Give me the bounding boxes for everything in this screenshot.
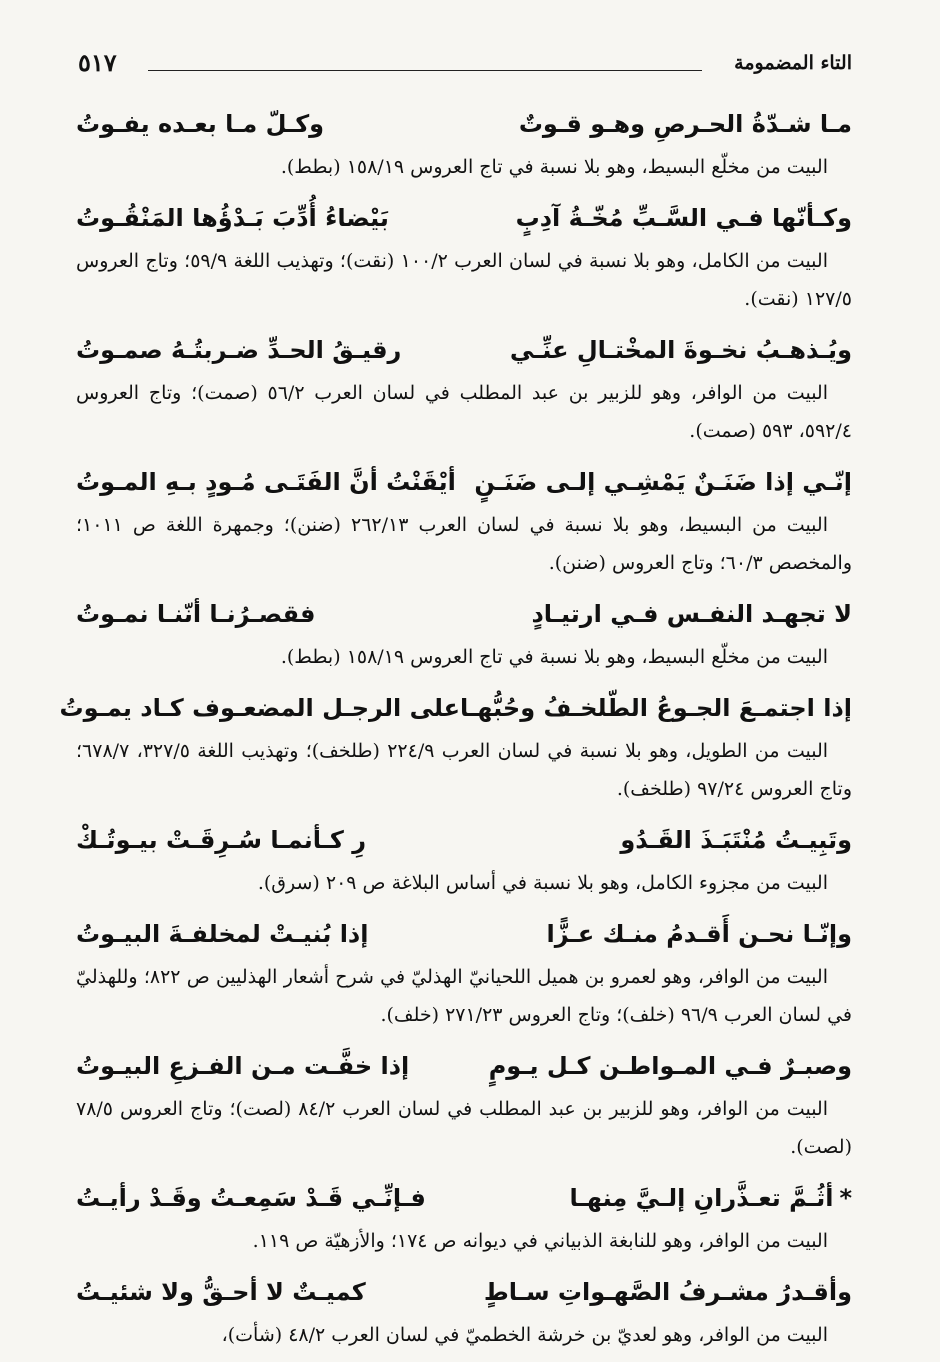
verse-note: البيت من البسيط، وهو بلا نسبة في لسان العرب ٢٦٢/١٣ (ضنن)؛ وجمهرة اللغة ص ١٠١١؛ والمخصص ٦٠/٣؛ وتاج العروس (ضنن). xyxy=(76,514,852,574)
page-body xyxy=(59,100,852,1362)
verse-first-hemistich: لا تجهـد النفـس فـي ارتيـادٍ xyxy=(531,600,852,628)
verse-note: البيت من الوافر، وهو للزبير بن عبد المطلب في لسان العرب ٥٦/٢ (صمت)؛ وتاج العروس ٥٩٢/٤، ٥٩٣ (صمت). xyxy=(76,382,852,442)
verse-line xyxy=(76,326,852,374)
page-header xyxy=(78,48,852,82)
asterisk-marker: * xyxy=(839,1184,852,1212)
verse-first-hemistich: وإنّـا نحـن أَقـدمُ منـك عـزًّا xyxy=(546,920,852,948)
entry xyxy=(76,326,852,450)
verse-line xyxy=(76,816,852,864)
verse-line xyxy=(76,1174,852,1222)
entry xyxy=(59,684,852,808)
verse-second-hemistich: وكـلّ مـا بعـده يفـوتُ xyxy=(76,110,325,138)
verse-second-hemistich: إذا خفَّـت مـن الفـزعِ البيـوتُ xyxy=(76,1052,410,1080)
verse-line xyxy=(76,590,852,638)
entry xyxy=(76,1268,852,1354)
entry xyxy=(76,1174,852,1260)
verse-first-hemistich: إذا اجتمـعَ الجـوعُ الطّلخـفُ وحُبُّهـا xyxy=(460,694,852,722)
verse-line xyxy=(59,684,852,732)
verse-first-hemistich: مـا شـدّةُ الحـرصِ وهـو قـوتٌ xyxy=(518,110,852,138)
verse-first-hemistich: وأقـدرُ مشـرفُ الصَّهـواتِ سـاطٍ xyxy=(483,1278,852,1306)
page-number: ٥١٧ xyxy=(78,48,117,77)
verse-line xyxy=(76,910,852,958)
verse-second-hemistich: على الرجـل المضعـوف كـاد يمـوتُ xyxy=(59,694,461,722)
entry xyxy=(76,590,852,676)
verse-first-hemistich: وكـأنّها فـي السَّـبِّ مُخّـةُ آدِبٍ xyxy=(515,204,852,232)
header-rule xyxy=(148,70,702,71)
verse-line xyxy=(76,100,852,148)
verse-line xyxy=(76,1042,852,1090)
verse-line xyxy=(76,458,852,506)
entry xyxy=(76,100,852,186)
verse-second-hemistich: كميـتٌ لا أحـقُّ ولا شئيـتُ xyxy=(76,1278,366,1306)
verse-note: البيت من الوافر، وهو لعديّ بن خرشة الخطميّ في لسان العرب ٤٨/٢ (شأت)، xyxy=(221,1324,828,1346)
verse-note: البيت من مجزوء الكامل، وهو بلا نسبة في أساس البلاغة ص ٢٠٩ (سرق). xyxy=(257,872,828,894)
verse-note: البيت من الوافر، وهو لعمرو بن هميل اللحيانيّ الهذليّ في شرح أشعار الهذليين ص ٨٢٢؛ وللهذليّ في لسان العرب ٩٦/٩ (خلف)؛ وتاج العروس ٢٧١/٢٣ (خلف). xyxy=(76,966,852,1026)
entry xyxy=(76,458,852,582)
verse-line xyxy=(76,194,852,242)
verse-first-hemistich: وتَبِيـتُ مُنْتَبَـذَ القَـدُو xyxy=(620,826,852,854)
verse-second-hemistich: فـإنِّـي قَـدْ سَمِعـتُ وقَـدْ رأيـتُ xyxy=(76,1184,426,1212)
verse-first-hemistich: إنّـي إذا ضَنَـنٌ يَمْشِـي إلـى ضَنَـنٍ xyxy=(474,468,852,496)
verse-line xyxy=(76,1268,852,1316)
verse-first-hemistich xyxy=(570,1174,852,1222)
entry xyxy=(76,1042,852,1166)
verse-second-hemistich: أيْقَنْتُ أنَّ الفَتَـى مُـودٍ بـهِ المـوتُ xyxy=(76,468,456,496)
verse-second-hemistich: بَيْضاءُ أُدِّبَ بَـدْؤُها المَنْقُـوتُ xyxy=(76,204,389,232)
verse-second-hemistich: فقصـرُنـا أنّنـا نمـوتُ xyxy=(76,600,316,628)
running-title: التاء المضمومة xyxy=(734,52,852,74)
verse-note: البيت من الوافر، وهو للزبير بن عبد المطلب في لسان العرب ٨٤/٢ (لصت)؛ وتاج العروس ٧٨/٥ (لصت). xyxy=(76,1098,852,1158)
verse-second-hemistich: رِ كـأنمـا سُـرِقَـتْ بيـوتُـكْ xyxy=(76,826,367,854)
verse-note: البيت من مخلّع البسيط، وهو بلا نسبة في تاج العروس ١٥٨/١٩ (بطط). xyxy=(280,156,828,178)
verse-first-hemistich: وصبـرٌ فـي المـواطـن كـل يـومٍ xyxy=(488,1052,852,1080)
entry xyxy=(76,816,852,902)
hemistich-text: أثُـمَّ تعـذَّرانِ إلـيَّ مِنهـا xyxy=(569,1184,834,1212)
entry xyxy=(76,194,852,318)
verse-second-hemistich: إذا بُنيـتْ لمخلفـةَ البيـوتُ xyxy=(76,920,369,948)
verse-first-hemistich: ويُـذهـبُ نخـوةَ المخْتـالِ عنِّـي xyxy=(509,336,852,364)
verse-second-hemistich: رقيـقُ الحـدِّ ضـربتُـهُ صمـوتُ xyxy=(76,336,402,364)
verse-note: البيت من الوافر، وهو للنابغة الذبياني في ديوانه ص ١٧٤؛ والأزهيّة ص ١١٩. xyxy=(252,1230,828,1252)
verse-note: البيت من الطويل، وهو بلا نسبة في لسان العرب ٢٢٤/٩ (طلخف)؛ وتهذيب اللغة ٣٢٧/٥، ٦٧٨/٧؛ وتاج العروس ٩٧/٢٤ (طلخف). xyxy=(76,740,852,800)
verse-note: البيت من مخلّع البسيط، وهو بلا نسبة في تاج العروس ١٥٨/١٩ (بطط). xyxy=(280,646,828,668)
verse-note: البيت من الكامل، وهو بلا نسبة في لسان العرب ١٠٠/٢ (نقت)؛ وتهذيب اللغة ٥٩/٩؛ وتاج العروس ١٢٧/٥ (نقت). xyxy=(76,250,852,310)
entry xyxy=(76,910,852,1034)
